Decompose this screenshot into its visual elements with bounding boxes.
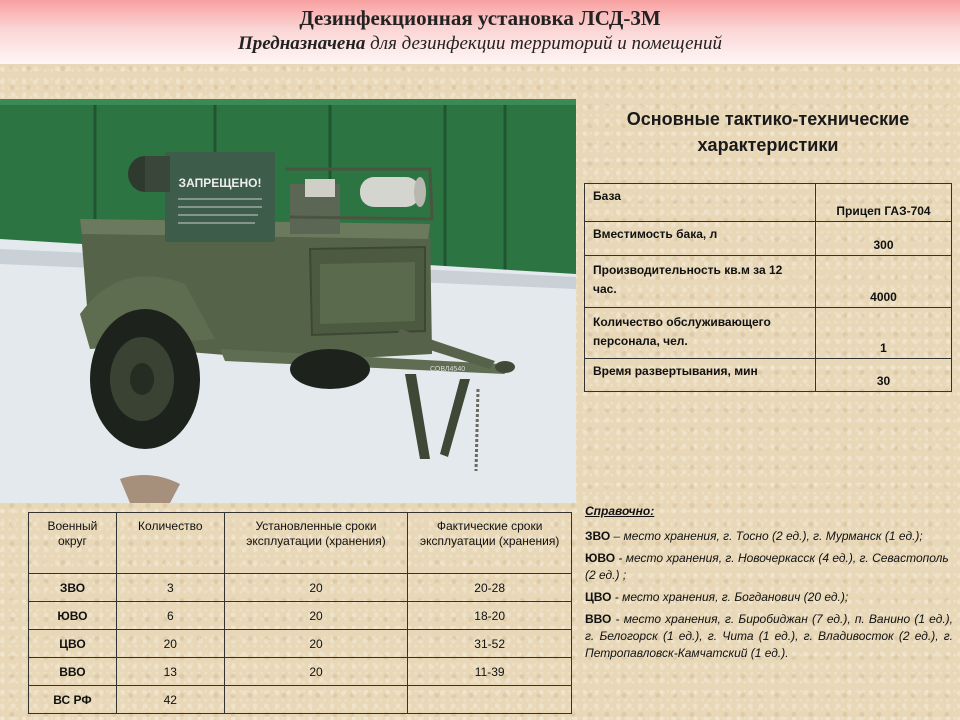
note-text: - место хранения, г. Биробиджан (7 ед.), п. Ванино (1 ед.), г. Белогорск (1 ед.), г. Чита (1 ед.), г. Владивосток (2 ед.), г. Петропавловск-Камчатский (1 ед.).: [585, 612, 953, 660]
note-text: - место хранения, г. Новочеркасск (4 ед.), г. Севастополь (2 ед.) ;: [585, 551, 949, 582]
specs-label: База: [585, 184, 816, 222]
district-count: 13: [116, 658, 224, 686]
districts-header: Установленные сроки эксплуатации (хранения): [224, 513, 408, 574]
note-text: – место хранения, г. Тосно (2 ед.), г. Мурманск (1 ед.);: [610, 529, 923, 543]
note-item: [585, 589, 953, 606]
note-item: [585, 550, 953, 584]
table-row: [29, 630, 572, 658]
table-row: [29, 658, 572, 686]
district-name: ЮВО: [29, 602, 117, 630]
equipment-photo: [0, 99, 576, 503]
reference-notes: [585, 503, 953, 667]
district-count: 3: [116, 574, 224, 602]
note-abbr: ЗВО: [585, 529, 611, 543]
district-actual-term: 18-20: [408, 602, 572, 630]
specs-value: 300: [816, 222, 952, 256]
photo-plate-text: СОВЛ4540: [430, 366, 466, 373]
district-count: 6: [116, 602, 224, 630]
slide-subtitle: [0, 33, 960, 55]
photo-sign-text: ЗАПРЕЩЕНО!: [178, 176, 262, 190]
district-actual-term: [408, 686, 572, 714]
specs-label: Количество обслуживающего персонала, чел.: [585, 308, 816, 359]
specs-value: 30: [816, 359, 952, 392]
specs-label: Вместимость бака, л: [585, 222, 816, 256]
district-count: 42: [116, 686, 224, 714]
districts-header-row: [29, 513, 572, 574]
districts-table: [28, 512, 572, 714]
specs-table: [584, 183, 952, 392]
districts-header: Количество: [116, 513, 224, 574]
note-abbr: ЦВО: [585, 590, 612, 604]
notes-heading: Справочно:: [585, 504, 655, 518]
specs-row: [585, 222, 952, 256]
district-set-term: 20: [224, 574, 408, 602]
specs-label: Время развертывания, мин: [585, 359, 816, 392]
table-row: [29, 574, 572, 602]
specs-row: [585, 256, 952, 308]
trailer-wheel-rear: [290, 349, 370, 389]
district-set-term: [224, 686, 408, 714]
table-row: [29, 686, 572, 714]
note-item: [585, 611, 953, 662]
specs-value: Прицеп ГАЗ-704: [816, 184, 952, 222]
district-name: ВС РФ: [29, 686, 117, 714]
specs-row: [585, 359, 952, 392]
specs-value: 1: [816, 308, 952, 359]
district-actual-term: 20-28: [408, 574, 572, 602]
note-abbr: ВВО: [585, 612, 612, 626]
districts-header: Фактические сроки эксплуатации (хранения): [408, 513, 572, 574]
district-name: ВВО: [29, 658, 117, 686]
note-abbr: ЮВО: [585, 551, 616, 565]
specs-row: [585, 308, 952, 359]
specs-row: [585, 184, 952, 222]
districts-header: Военный округ: [29, 513, 117, 574]
district-set-term: 20: [224, 602, 408, 630]
district-name: ЗВО: [29, 574, 117, 602]
slide-header: [0, 0, 960, 64]
subtitle-bold: Предназначена: [238, 33, 366, 54]
specs-value: 4000: [816, 256, 952, 308]
specs-label: Производительность кв.м за 12 час.: [585, 256, 816, 308]
note-text: - место хранения, г. Богданович (20 ед.);: [611, 590, 849, 604]
slide-title: Дезинфекционная установка ЛСД-3М: [299, 6, 661, 30]
district-set-term: 20: [224, 630, 408, 658]
note-item: [585, 528, 953, 545]
district-name: ЦВО: [29, 630, 117, 658]
district-actual-term: 11-39: [408, 658, 572, 686]
district-count: 20: [116, 630, 224, 658]
table-row: [29, 602, 572, 630]
district-set-term: 20: [224, 658, 408, 686]
specs-title: Основные тактико-технические характеристики: [626, 109, 910, 155]
subtitle-rest: для дезинфекции территорий и помещений: [365, 33, 722, 54]
trailer-wheel-front: [90, 309, 200, 449]
district-actual-term: 31-52: [408, 630, 572, 658]
